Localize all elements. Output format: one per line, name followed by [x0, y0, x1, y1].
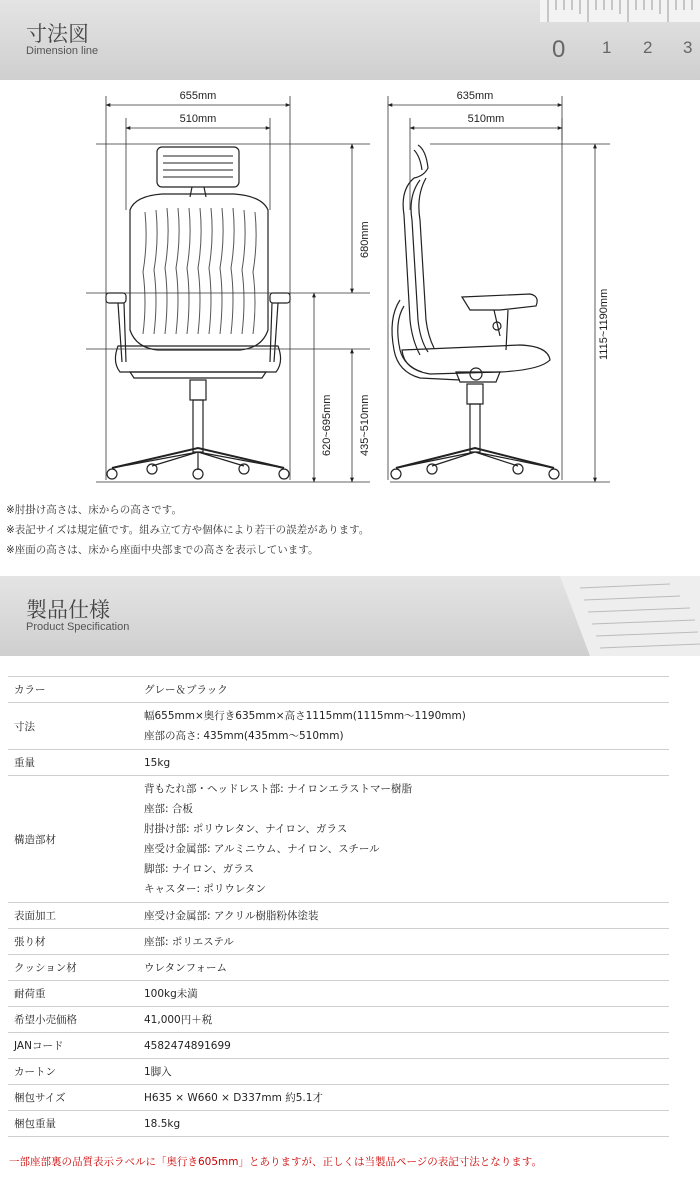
spec-row — [8, 776, 669, 903]
spec-value — [142, 1111, 669, 1137]
spec-value-line: 脚部: ナイロン、ガラス — [144, 863, 254, 875]
spec-value-line: キャスター: ポリウレタン — [144, 883, 266, 895]
spec-value — [142, 750, 669, 776]
spec-key: 梱包重量 — [8, 1111, 142, 1137]
front-overall-width-label: 655mm — [179, 90, 217, 102]
spec-row — [8, 1111, 669, 1137]
ruler-number-0: 0 — [552, 36, 566, 63]
spec-key: カラー — [8, 677, 142, 703]
spec-value-line: 座部: ポリエステル — [144, 935, 234, 948]
spec-value — [142, 955, 669, 981]
spec-key: カートン — [8, 1059, 142, 1085]
spec-header — [0, 576, 700, 656]
spec-footnote: 一部座部裏の品質表示ラベルに「奥行き605mm」とありますが、正しくは当製品ページの表記寸法となります。 — [9, 1156, 542, 1168]
spec-value-line: 座部の高さ: 435mm(435mm～510mm) — [144, 730, 344, 742]
spec-value — [142, 1033, 669, 1059]
spec-title: 製品仕様 — [26, 598, 110, 622]
spec-row — [8, 703, 669, 750]
seat-height-label: 435~510mm — [359, 394, 371, 456]
spec-value-line: 肘掛け部: ポリウレタン、ナイロン、ガラス — [144, 823, 348, 835]
spec-key: 梱包サイズ — [8, 1085, 142, 1111]
spec-value-line: 座部: 合板 — [144, 803, 193, 815]
front-view-chair — [106, 147, 290, 479]
dimension-notes — [6, 500, 369, 560]
armrest-height-label: 620~695mm — [321, 394, 333, 456]
ruler-number-1: 1 — [602, 38, 612, 57]
dimension-header — [0, 0, 700, 80]
spec-value — [142, 903, 669, 929]
spec-row — [8, 1007, 669, 1033]
front-inner-width-label: 510mm — [179, 113, 217, 125]
spec-row — [8, 750, 669, 776]
spec-value — [142, 929, 669, 955]
spec-row — [8, 1059, 669, 1085]
spec-row — [8, 677, 669, 703]
spec-row — [8, 929, 669, 955]
spec-key: 希望小売価格 — [8, 1007, 142, 1033]
spec-sheet-graphic — [550, 576, 700, 656]
spec-table — [8, 676, 669, 1137]
spec-value-line: 座受け金属部: アルミニウム、ナイロン、スチール — [144, 843, 380, 855]
spec-value-line: 100kg未満 — [144, 987, 198, 1000]
spec-value-line: 15kg — [144, 756, 171, 769]
spec-key: 表面加工 — [8, 903, 142, 929]
spec-row — [8, 903, 669, 929]
note-line: ※表記サイズは規定値です。組み立て方や個体により若干の誤差があります。 — [6, 524, 370, 536]
spec-value — [142, 1007, 669, 1033]
dimension-subtitle: Dimension line — [26, 45, 99, 57]
dimension-title: 寸法図 — [26, 22, 89, 46]
spec-value — [142, 776, 669, 903]
spec-key: 重量 — [8, 750, 142, 776]
spec-row — [8, 1085, 669, 1111]
spec-key: 耐荷重 — [8, 981, 142, 1007]
spec-value — [142, 677, 669, 703]
spec-value-line: 1脚入 — [144, 1065, 172, 1078]
spec-value — [142, 981, 669, 1007]
note-line: ※肘掛け高さは、床からの高さです。 — [6, 504, 182, 516]
spec-key: 構造部材 — [8, 776, 142, 903]
spec-value-line: 座受け金属部: アクリル樹脂粉体塗装 — [144, 909, 319, 922]
spec-value-line: 4582474891699 — [144, 1039, 231, 1052]
spec-key: クッション材 — [8, 955, 142, 981]
spec-value-line: 幅655mm×奥行き635mm×高さ1115mm(1115mm～1190mm) — [144, 710, 466, 722]
spec-value-line: H635 × W660 × D337mm 約5.1才 — [144, 1091, 323, 1104]
side-overall-depth-label: 635mm — [456, 90, 494, 102]
note-line: ※座面の高さは、床から座面中央部までの高さを表示しています。 — [6, 544, 319, 556]
spec-key: 寸法 — [8, 703, 142, 750]
back-height-label: 680mm — [359, 221, 371, 258]
spec-value-line: 41,000円＋税 — [144, 1013, 213, 1026]
spec-row — [8, 981, 669, 1007]
ruler-number-2: 2 — [643, 38, 653, 57]
spec-value — [142, 703, 669, 750]
spec-key: 張り材 — [8, 929, 142, 955]
side-inner-depth-label: 510mm — [467, 113, 505, 125]
spec-value-line: グレー＆ブラック — [144, 683, 228, 696]
spec-value — [142, 1085, 669, 1111]
spec-row — [8, 1033, 669, 1059]
spec-subtitle: Product Specification — [26, 621, 130, 633]
spec-value-line: 18.5kg — [144, 1117, 181, 1130]
total-height-label: 1115~1190mm — [598, 288, 610, 360]
spec-key: JANコード — [8, 1033, 142, 1059]
dimension-drawing — [0, 82, 700, 494]
spec-value — [142, 1059, 669, 1085]
ruler-number-3: 3 — [683, 38, 693, 57]
spec-row — [8, 955, 669, 981]
spec-value-line: ウレタンフォーム — [144, 961, 228, 974]
spec-value-line: 背もたれ部・ヘッドレスト部: ナイロンエラストマー樹脂 — [144, 783, 413, 795]
side-view-chair — [391, 145, 559, 479]
